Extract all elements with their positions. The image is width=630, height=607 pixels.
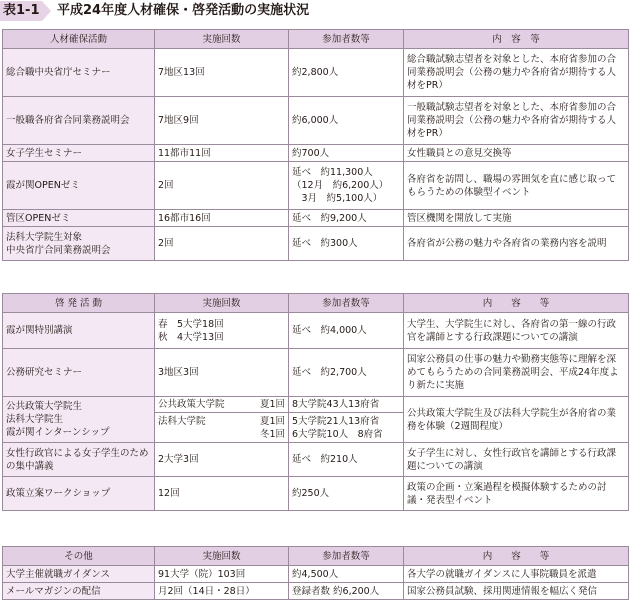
activity-content: 各大学の就職ガイダンスに人事院職員を派遣 bbox=[404, 566, 629, 583]
other-table bbox=[2, 546, 629, 600]
activity-count: 12回 bbox=[155, 477, 289, 511]
activity-name: 女性行政官による女子学生のための集中講義 bbox=[3, 443, 155, 477]
activity-participants: 延べ 約210人 bbox=[289, 443, 404, 477]
activity-count: 91大学（院）103回 bbox=[155, 566, 289, 583]
activity-count bbox=[155, 397, 289, 413]
activity-name: 管区OPENゼミ bbox=[3, 210, 155, 227]
participants-dec: （12月 約6,200人） bbox=[292, 180, 389, 191]
activity-content: 総合職試験志望者を対象とした、本府省参加の合同業務説明会（公務の魅力や各府省が期待する人材をPR） bbox=[404, 49, 629, 97]
activity-content: 各府省が公務の魅力や各府省の業務内容を説明 bbox=[404, 227, 629, 261]
activity-participants: 約6,000人 bbox=[289, 97, 404, 145]
recruitment-table bbox=[2, 29, 629, 261]
activity-content: 一般職試験志望者を対象とした、本府省参加の合同業務説明会（公務の魅力や各府省が期待する人材をPR） bbox=[404, 97, 629, 145]
col-header-participants: 参加者数等 bbox=[289, 30, 404, 49]
activity-name: 女子学生セミナー bbox=[3, 145, 155, 162]
activity-name-line2: 法科大学院生 bbox=[6, 414, 64, 425]
col-header-count: 実施回数 bbox=[155, 547, 289, 566]
activity-content: 国家公務員試験、採用関連情報を幅広く発信 bbox=[404, 583, 629, 600]
activity-name: 一般職各府省合同業務説明会 bbox=[3, 97, 155, 145]
col-header-count: 実施回数 bbox=[155, 30, 289, 49]
activity-count bbox=[155, 413, 289, 443]
count-label: 法科大学院 bbox=[158, 415, 206, 427]
activity-name: 霞が関OPENゼミ bbox=[3, 162, 155, 210]
activity-name: 公務研究セミナー bbox=[3, 349, 155, 397]
table-title bbox=[0, 0, 630, 22]
activity-name: 霞が関特別講演 bbox=[3, 313, 155, 349]
activity-content: 各府省を訪問し、職場の雰囲気を直に感じ取ってもらうための体験型イベント bbox=[404, 162, 629, 210]
count-label: 公共政策大学院 bbox=[158, 399, 225, 410]
table-row bbox=[3, 313, 629, 349]
activity-name: 大学主催就職ガイダンス bbox=[3, 566, 155, 583]
activity-participants: 約700人 bbox=[289, 145, 404, 162]
activity-name-line2: 中央省庁合同業務説明会 bbox=[6, 244, 111, 256]
page-title: 平成24年度人材確保・啓発活動の実施状況 bbox=[57, 3, 310, 18]
activity-participants bbox=[289, 162, 404, 210]
col-header-content: 内 容 等 bbox=[404, 294, 629, 313]
table-row bbox=[3, 210, 629, 227]
activity-name-line1: 公共政策大学院生 bbox=[6, 401, 83, 412]
activity-participants: 8大学院43人13府省 bbox=[289, 397, 404, 413]
activity-name bbox=[3, 227, 155, 261]
table-row bbox=[3, 145, 629, 162]
table-row bbox=[3, 477, 629, 511]
activity-count: 7地区9回 bbox=[155, 97, 289, 145]
table-header-row bbox=[3, 30, 629, 49]
col-header-activity: 人材確保活動 bbox=[3, 30, 155, 49]
count-value: 冬1回 bbox=[259, 428, 285, 440]
activity-count bbox=[155, 313, 289, 349]
activity-name: メールマガジンの配信 bbox=[3, 583, 155, 600]
activity-participants: 延べ 約4,000人 bbox=[289, 313, 404, 349]
count-value: 夏1回 bbox=[259, 399, 285, 410]
count-spring: 春 5大学18回 bbox=[158, 318, 224, 330]
activity-participants: 延べ 約9,200人 bbox=[289, 210, 404, 227]
activity-content: 国家公務員の仕事の魅力や勤務実態等に理解を深めてもらうための合同業務説明会、平成24年度より新たに実施 bbox=[404, 349, 629, 397]
table-row bbox=[3, 162, 629, 210]
col-header-participants: 参加者数等 bbox=[289, 547, 404, 566]
activity-participants: 約2,800人 bbox=[289, 49, 404, 97]
col-header-activity: その他 bbox=[3, 547, 155, 566]
col-header-count: 実施回数 bbox=[155, 294, 289, 313]
table-row bbox=[3, 227, 629, 261]
activity-name-line1: 法科大学院生対象 bbox=[6, 231, 83, 243]
activity-participants: 登録者数 約6,200人 bbox=[289, 583, 404, 600]
col-header-content: 内 容 等 bbox=[404, 30, 629, 49]
participants-line: 5大学院21人13府省 bbox=[292, 415, 380, 427]
count-value: 夏1回 bbox=[259, 415, 285, 427]
activity-name: 総合職中央省庁セミナー bbox=[3, 49, 155, 97]
activity-content: 政策の企画・立案過程を模擬体験するための討議・発表型イベント bbox=[404, 477, 629, 511]
table-header-row bbox=[3, 294, 629, 313]
activity-participants bbox=[289, 413, 404, 443]
table-number: 表1-1 bbox=[0, 1, 42, 21]
activity-content: 管区機関を開放して実施 bbox=[404, 210, 629, 227]
table-row bbox=[3, 397, 629, 413]
participants-total: 延べ 約11,300人 bbox=[292, 167, 373, 178]
activity-count: 2回 bbox=[155, 162, 289, 210]
activity-count: 7地区13回 bbox=[155, 49, 289, 97]
activity-name: 政策立案ワークショップ bbox=[3, 477, 155, 511]
activity-participants: 約250人 bbox=[289, 477, 404, 511]
table-row bbox=[3, 97, 629, 145]
activity-count: 3地区3回 bbox=[155, 349, 289, 397]
activity-name-line3: 霞が関インターンシップ bbox=[6, 427, 110, 438]
outreach-table bbox=[2, 293, 629, 511]
activity-count: 16都市16回 bbox=[155, 210, 289, 227]
activity-count: 2回 bbox=[155, 227, 289, 261]
participants-mar: 3月 約5,100人） bbox=[292, 193, 383, 204]
table-header-row bbox=[3, 547, 629, 566]
col-header-content: 内 容 等 bbox=[404, 547, 629, 566]
table-row bbox=[3, 349, 629, 397]
col-header-participants: 参加者数等 bbox=[289, 294, 404, 313]
col-header-activity: 啓 発 活 動 bbox=[3, 294, 155, 313]
count-autumn: 秋 4大学13回 bbox=[158, 331, 224, 343]
activity-count: 11都市11回 bbox=[155, 145, 289, 162]
participants-line: 6大学院10人 8府省 bbox=[292, 428, 383, 440]
table-row bbox=[3, 443, 629, 477]
activity-content: 女子学生に対し、女性行政官を講師とする行政課題についての講演 bbox=[404, 443, 629, 477]
activity-participants: 延べ 約2,700人 bbox=[289, 349, 404, 397]
activity-count: 月2回（14日・28日） bbox=[155, 583, 289, 600]
table-row bbox=[3, 566, 629, 583]
activity-content: 大学生、大学院生に対し、各府省の第一線の行政官を講師とする行政課題についての講演 bbox=[404, 313, 629, 349]
table-row bbox=[3, 583, 629, 600]
activity-count: 2大学3回 bbox=[155, 443, 289, 477]
activity-participants: 延べ 約300人 bbox=[289, 227, 404, 261]
activity-content: 女性職員との意見交換等 bbox=[404, 145, 629, 162]
table-row bbox=[3, 49, 629, 97]
activity-name bbox=[3, 397, 155, 443]
activity-participants: 約4,500人 bbox=[289, 566, 404, 583]
activity-content: 公共政策大学院生及び法科大学院生が各府省の業務を体験（2週間程度） bbox=[404, 397, 629, 443]
